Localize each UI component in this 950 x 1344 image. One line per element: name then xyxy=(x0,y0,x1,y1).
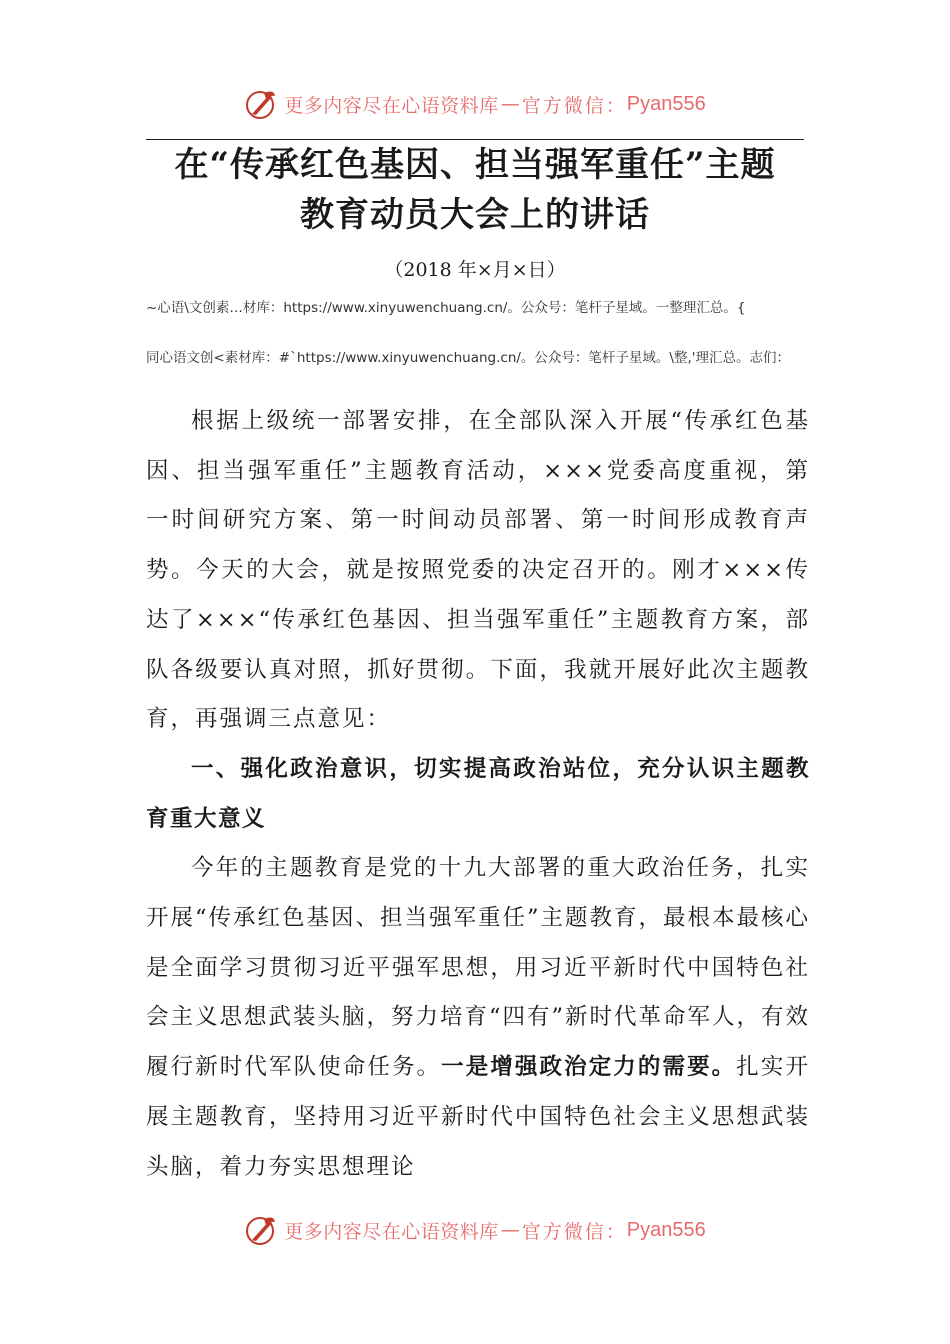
title-line-1: 在“传承红色基因、担当强军重任”主题 xyxy=(174,145,776,185)
banner-text: 更多内容尽在心语资料库 xyxy=(284,1220,499,1243)
source-note-2: 同心语文创<素材库：#`https://www.xinyuwenchuang.cn/。公众号：笔杆子星域。\整,'理汇总。志们： xyxy=(146,350,790,366)
banner-wechat-id: Pyan556 xyxy=(626,92,706,115)
banner-separator: — xyxy=(500,1219,520,1241)
paragraph-intro: 根据上级统一部署安排，在全部队深入开展“传承红色基因、担当强军重任”主题教育活动，×××党委高度重视，第一时间研究方案、第一时间动员部署、第一时间形成教育声势。今天的大会，就是按照党委的决定召开的。刚才×××传达了×××“传承红色基因、担当强军重任”主题教育方案，部队各级要认真对照，抓好贯彻。下面，我就开展好此次主题教育，再强调三点意见： xyxy=(146,408,810,733)
document-title xyxy=(146,140,804,240)
banner-wechat-label: 官方微信： xyxy=(521,1220,627,1243)
document-body xyxy=(146,397,810,1192)
banner-text: 更多内容尽在心语资料库 xyxy=(284,94,499,117)
section-heading-1: 一、强化政治意识，切实提高政治站位，充分认识主题教育重大意义 xyxy=(146,755,810,832)
banner-wechat-id: Pyan556 xyxy=(626,1218,706,1241)
quill-logo-icon xyxy=(244,87,278,121)
banner-wechat-label: 官方微信： xyxy=(521,94,627,117)
title-line-2: 教育动员大会上的讲话 xyxy=(300,195,650,235)
document-date: （2018 年×月×日） xyxy=(384,259,566,281)
paragraph-2 xyxy=(146,844,810,1192)
banner-separator: — xyxy=(500,93,520,115)
quill-logo-icon xyxy=(244,1213,278,1247)
watermark-banner-bottom xyxy=(0,1210,950,1250)
source-note-1: ~心语\文创素…材库：https://www.xinyuwenchuang.cn/。公众号：笔杆子星域。一整理汇总。{ xyxy=(146,300,746,316)
watermark-banner-top xyxy=(0,84,950,124)
paragraph-2-end: 扎实开展主题教育，坚持用习近平新时代中国特色社会主义思想武装头脑，着力夯实思想理论 xyxy=(146,1054,810,1180)
paragraph-2-start: 今年的主题教育是党的十九大部署的重大政治任务，扎实开展“传承红色基因、担当强军重任”主题教育，最根本最核心是全面学习贯彻习近平强军思想，用习近平新时代中国特色社会主义思想武装头脑，努力培育“四有”新时代革命军人，有效履行新时代军队使命任务。 xyxy=(146,855,811,1081)
paragraph-2-bold: 一是增强政治定力的需要。 xyxy=(441,1054,737,1081)
